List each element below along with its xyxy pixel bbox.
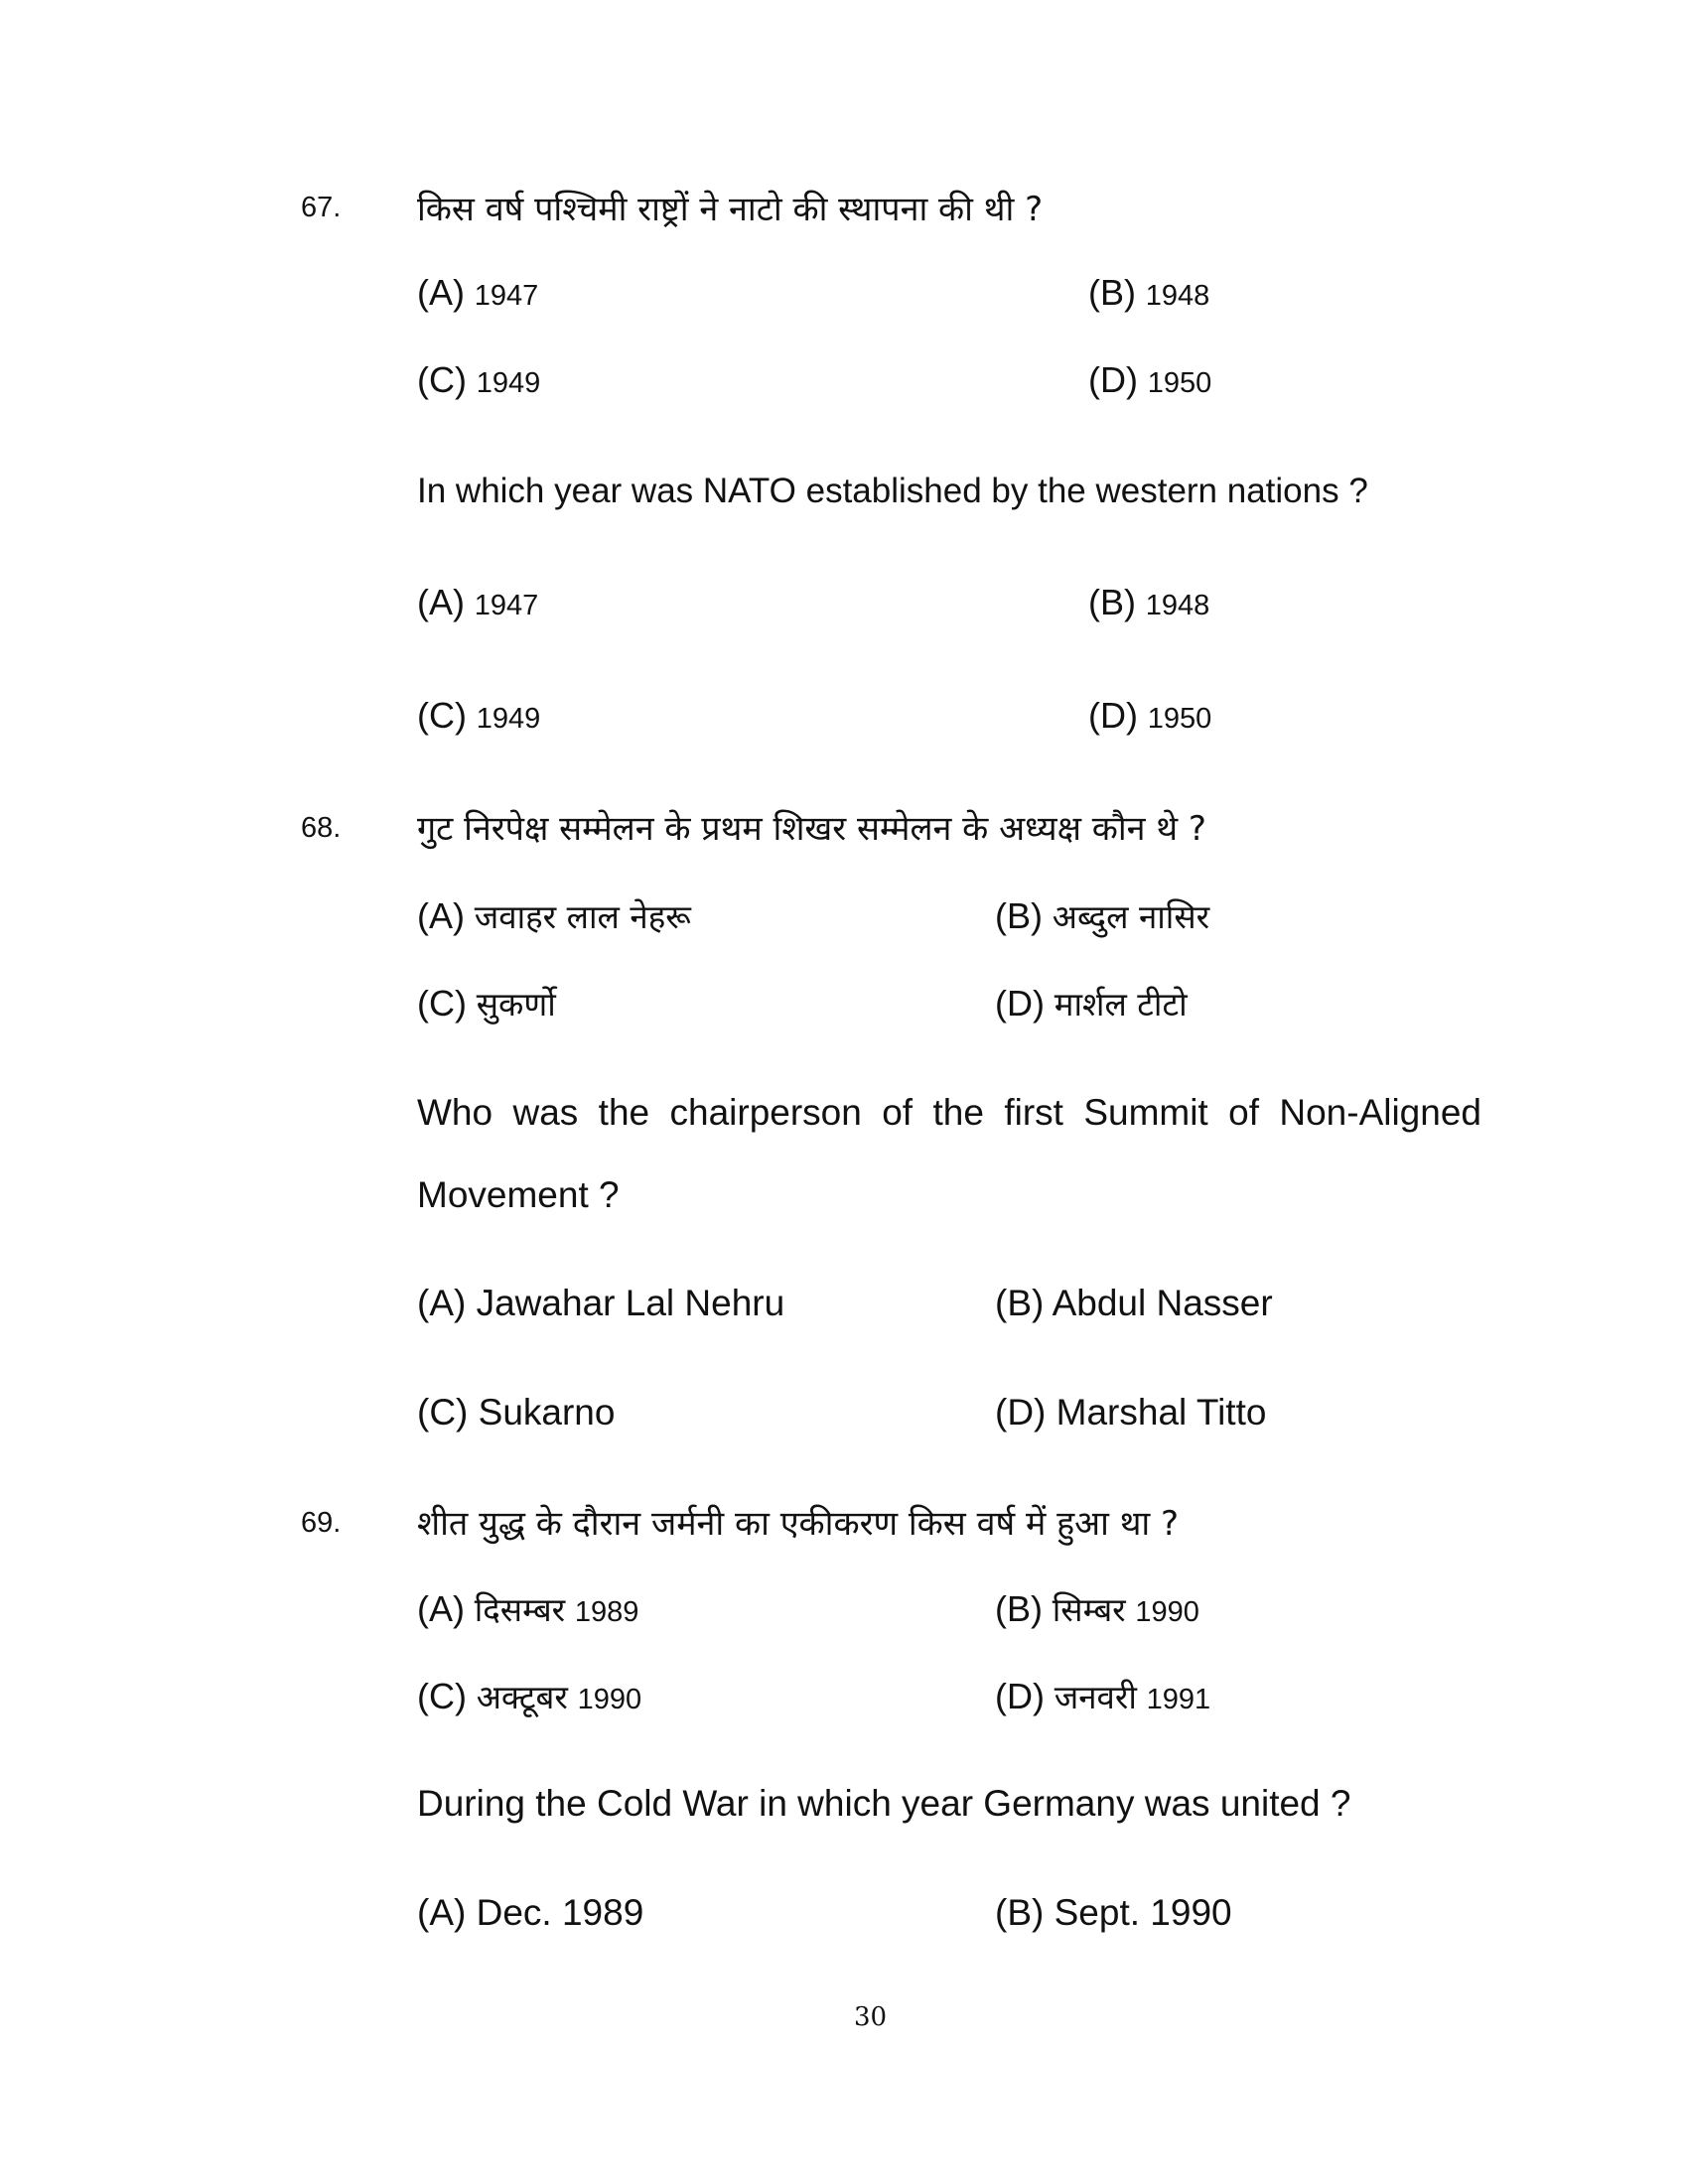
question-number: 69. (301, 1507, 342, 1539)
option-a-english: (A) Jawahar Lal Nehru (417, 1283, 785, 1323)
option-d-hindi: (D) जनवरी 1991 (995, 1676, 1211, 1716)
option-b-hindi: (B) सिम्बर 1990 (995, 1588, 1199, 1629)
option-c-hindi: (C) सुकर्णो (417, 983, 556, 1024)
option-a-english: (A) 1947 (417, 582, 539, 622)
option-a-english: (A) Dec. 1989 (417, 1892, 644, 1933)
option-b-english: (B) 1948 (1088, 582, 1210, 622)
question-text-hindi: किस वर्ष पश्चिमी राष्ट्रों ने नाटो की स्थापना की थी ? (417, 190, 1044, 229)
question-text-english-line-1: Who was the chairperson of the first Summit of Non-Aligned (417, 1092, 1481, 1133)
question-text-hindi: शीत युद्ध के दौरान जर्मनी का एकीकरण किस वर्ष में हुआ था ? (417, 1504, 1180, 1544)
option-a-hindi: (A) जवाहर लाल नेहरू (417, 895, 691, 936)
option-c-hindi: (C) अक्टूबर 1990 (417, 1676, 642, 1716)
option-c-english: (C) 1949 (417, 695, 541, 736)
question-text-english: During the Cold War in which year Germany was united ? (417, 1783, 1351, 1824)
option-c-english: (C) Sukarno (417, 1392, 616, 1433)
question-number: 68. (301, 812, 342, 844)
option-d-english: (D) 1950 (1088, 695, 1212, 736)
option-a-hindi: (A) दिसम्बर 1989 (417, 1588, 639, 1629)
option-d-hindi: (D) 1950 (1088, 359, 1212, 400)
option-b-hindi: (B) अब्दुल नासिर (995, 895, 1210, 936)
option-d-hindi: (D) मार्शल टीटो (995, 983, 1188, 1024)
question-number: 67. (301, 192, 342, 223)
option-b-english: (B) Abdul Nasser (995, 1283, 1273, 1323)
question-text-hindi: गुट निरपेक्ष सम्मेलन के प्रथम शिखर सम्मेलन के अध्यक्ष कौन थे ? (417, 809, 1206, 849)
page-number: 30 (854, 2002, 888, 2032)
option-c-hindi: (C) 1949 (417, 359, 541, 400)
option-b-hindi: (B) 1948 (1088, 272, 1210, 313)
question-text-english: In which year was NATO established by the western nations ? (417, 472, 1368, 510)
option-a-hindi: (A) 1947 (417, 272, 539, 313)
question-text-english-line-2: Movement ? (417, 1174, 620, 1215)
option-b-english: (B) Sept. 1990 (995, 1892, 1232, 1933)
option-d-english: (D) Marshal Titto (995, 1392, 1267, 1433)
